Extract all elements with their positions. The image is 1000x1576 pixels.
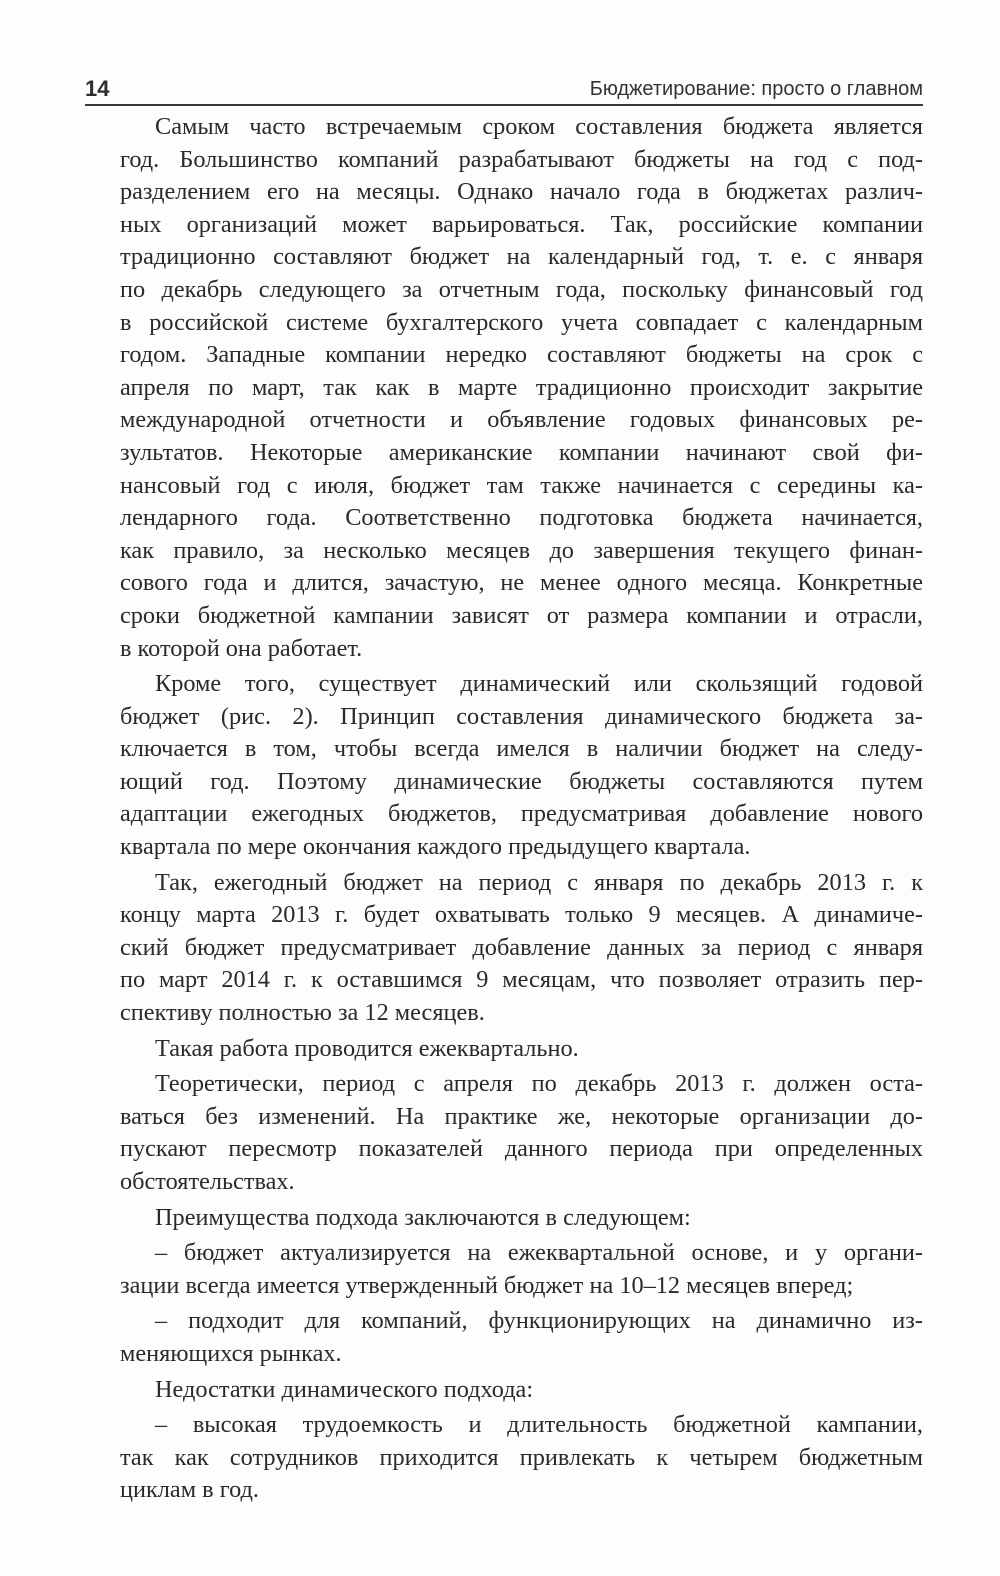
text-line: – подходит для компаний, функционирующих на динамично из- — [155, 1307, 923, 1335]
page-number: 14 — [85, 76, 110, 101]
text-line: лендарного года. Соответственно подготовка бюджета начинается, — [120, 504, 923, 532]
text-line: – высокая трудоемкость и длительность бюджетной кампании, — [155, 1411, 923, 1439]
text-line: ющий год. Поэтому динамические бюджеты составляются путем — [120, 767, 923, 795]
text-line: в которой она работает. — [120, 634, 363, 662]
text-line: адаптации ежегодных бюджетов, предусматривая добавление нового — [120, 800, 923, 828]
text-line: меняющихся рынках. — [120, 1339, 342, 1367]
text-line: пускают пересмотр показателей данного периода при определенных — [120, 1135, 923, 1163]
running-header — [85, 74, 923, 106]
text-line: спективу полностью за 12 месяцев. — [120, 999, 485, 1027]
paragraph — [85, 1305, 923, 1370]
book-title: Бюджетирование: просто о главном — [589, 78, 923, 100]
text-line: разделением его на месяцы. Однако начало года в бюджетах различ- — [120, 178, 923, 206]
text-line: квартала по мере окончания каждого предыдущего квартала. — [120, 833, 751, 861]
text-line: апреля по март, так как в марте традиционно происходит закрытие — [120, 373, 923, 401]
body-text — [85, 111, 923, 1507]
text-line: год. Большинство компаний разрабатывают бюджеты на год с под- — [120, 145, 923, 173]
text-line: зультатов. Некоторые американские компании начинают свой фи- — [120, 438, 923, 466]
paragraph — [85, 867, 923, 1030]
text-line: концу марта 2013 г. будет охватывать только 9 месяцев. А динамиче- — [120, 901, 923, 929]
paragraph — [85, 1202, 923, 1235]
text-line: – бюджет актуализируется на ежеквартальной основе, и у органи- — [155, 1239, 923, 1267]
paragraph — [85, 111, 923, 665]
text-line: Такая работа проводится ежеквартально. — [155, 1034, 579, 1062]
paragraph — [85, 1033, 923, 1066]
paragraph — [85, 668, 923, 864]
text-line: сроки бюджетной кампании зависят от размера компании и отрасли, — [120, 601, 923, 629]
text-line: бюджет (рис. 2). Принцип составления динамического бюджета за- — [120, 702, 923, 730]
text-line: ных организаций может варьироваться. Так, российские компании — [120, 210, 923, 238]
text-line: ваться без изменений. На практике же, некоторые организации до- — [120, 1102, 923, 1130]
text-line: Так, ежегодный бюджет на период с января по декабрь 2013 г. к — [155, 868, 923, 896]
text-line: по март 2014 г. к оставшимся 9 месяцам, что позволяет отразить пер- — [120, 966, 923, 994]
text-line: обстоятельствах. — [120, 1168, 295, 1195]
text-line: сового года и длится, зачастую, не менее одного месяца. Конкретные — [120, 569, 923, 597]
text-line: Недостатки динамического подхода: — [155, 1375, 534, 1403]
paragraph — [85, 1068, 923, 1198]
text-line: Теоретически, период с апреля по декабрь 2013 г. должен оста- — [155, 1070, 923, 1098]
text-line: ский бюджет предусматривает добавление данных за период с января — [120, 933, 923, 961]
text-line: Самым часто встречаемым сроком составления бюджета является — [155, 113, 923, 140]
text-line: годом. Западные компании нередко составляют бюджеты на срок с — [120, 341, 923, 369]
text-line: нансовый год с июля, бюджет там также начинается с середины ка- — [120, 471, 923, 499]
paragraph — [85, 1237, 923, 1302]
paragraph — [85, 1409, 923, 1507]
text-line: по декабрь следующего за отчетным года, поскольку финансовый год — [120, 275, 923, 303]
text-line: так как сотрудников приходится привлекать к четырем бюджетным — [120, 1443, 923, 1471]
text-line: как правило, за несколько месяцев до завершения текущего финан- — [120, 536, 923, 564]
text-line: зации всегда имеется утвержденный бюджет на 10–12 месяцев вперед; — [120, 1271, 854, 1299]
text-line: ключается в том, чтобы всегда имелся в наличии бюджет на следу- — [120, 735, 923, 763]
paragraph — [85, 1374, 923, 1407]
text-line: международной отчетности и объявление годовых финансовых ре- — [120, 406, 923, 434]
text-line: циклам в год. — [120, 1476, 259, 1504]
text-line: Преимущества подхода заключаются в следующем: — [155, 1203, 691, 1231]
text-line: Кроме того, существует динамический или скользящий годовой — [155, 670, 923, 698]
text-line: традиционно составляют бюджет на календарный год, т. е. с января — [120, 243, 923, 271]
text-line: в российской системе бухгалтерского учета совпадает с календарным — [120, 308, 923, 336]
